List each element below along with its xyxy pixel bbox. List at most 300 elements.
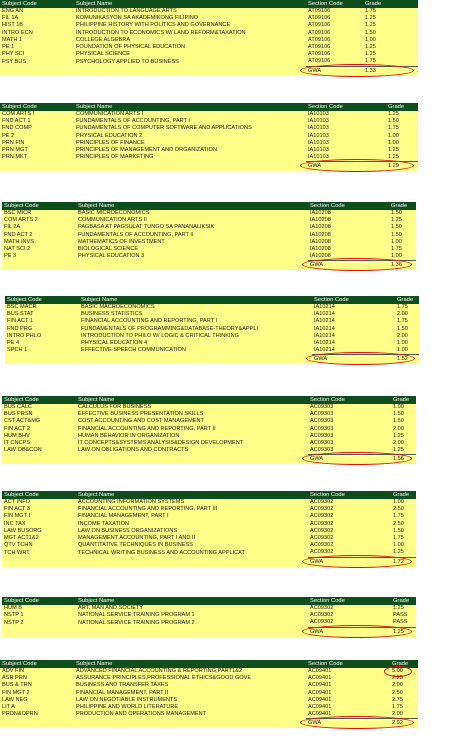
table-row xyxy=(0,690,418,697)
grade-block xyxy=(2,202,416,270)
gwa-row xyxy=(0,719,418,729)
table-row xyxy=(0,118,418,125)
subject-name: FUNDAMENTALS OF COMPUTER SOFTWARE AND APPLICATIONS xyxy=(76,125,252,132)
subject-name: PRODUCTION AND OPERATIONS MANAGEMENT xyxy=(76,711,207,718)
grade-value: 2.00 xyxy=(392,711,403,718)
section-code: IA10214 xyxy=(314,311,335,318)
grade-value: 2.25 xyxy=(392,675,403,682)
gwa-label: GWA xyxy=(312,355,395,365)
section-code: IA10214 xyxy=(314,332,335,339)
table-row xyxy=(0,37,418,44)
section-code: AT09106 xyxy=(308,22,331,29)
grade-value: 1.75 xyxy=(397,304,408,310)
section-code: AC09401 xyxy=(308,704,332,711)
subject-code: ADV FIN xyxy=(2,668,25,674)
grade-value: 1.25 xyxy=(365,15,376,22)
grade-value: 1.25 xyxy=(365,44,376,51)
table-row xyxy=(2,535,416,542)
grade-value: 1.50 xyxy=(391,210,402,216)
subject-name: MATHEMATICS OF INVESTMENT xyxy=(78,238,165,245)
subject-name: PAGBASA AT PAGSULAT TUNGO SA PANANALIKSIK xyxy=(78,224,215,231)
section-code: IA10103 xyxy=(308,132,329,139)
grade-value: 1.75 xyxy=(393,513,404,520)
grade-block xyxy=(0,660,418,728)
subject-name: COST ACCOUNTING AND COST MANAGEMENT xyxy=(78,418,204,425)
table-row xyxy=(2,619,416,627)
subject-name: COMMUNICATION ARTS I xyxy=(76,111,144,117)
section-code: IA10208 xyxy=(310,253,331,260)
grade-value: 1.75 xyxy=(391,246,402,253)
subject-name: ASSURANCE PRINCIPLES,PROFESSIONAL ETHICS&GOOD GOVE xyxy=(76,675,252,682)
table-row xyxy=(0,133,418,140)
grade-value: 2.50 xyxy=(393,520,404,527)
table-row xyxy=(2,499,416,506)
table-row xyxy=(0,154,418,162)
grade-value: 1.50 xyxy=(391,231,402,238)
gwa-row xyxy=(2,627,416,637)
section-code: AC09303 xyxy=(310,425,334,432)
section-code: IA10103 xyxy=(308,154,329,161)
subject-code: PE 4 xyxy=(7,340,20,347)
section-code-header: Section Code xyxy=(312,296,395,304)
subject-code: MATH INVS xyxy=(4,238,35,245)
subject-code: FIN MGT 2 xyxy=(2,689,30,696)
subject-code: BUS STAT xyxy=(7,311,34,318)
subject-code-header: Subject Code xyxy=(0,0,74,8)
subject-name: PSYCHOLOGY APPLIED TO BUSINESS xyxy=(76,58,179,65)
subject-name: MANAGEMENT ACCOUNTING, PART I AND II xyxy=(78,535,196,542)
subject-code: PSY BUS xyxy=(2,58,27,65)
section-code: AT09106 xyxy=(308,51,331,58)
subject-code: COM ARTS 2 xyxy=(4,217,38,224)
table-row xyxy=(0,111,418,118)
subject-name-header: Subject Name xyxy=(74,103,306,111)
table-row xyxy=(2,433,416,440)
subject-code: PE 1 xyxy=(2,44,15,51)
section-code: AC09303 xyxy=(310,404,334,410)
subject-code: LAW OB&CON xyxy=(4,447,42,454)
table-row xyxy=(2,447,416,455)
subject-code: CST ACT&MG xyxy=(4,418,41,425)
table-row xyxy=(5,340,419,347)
grade-table xyxy=(5,296,419,364)
subject-code: FIN ACT 2 xyxy=(4,425,31,432)
subject-code: MATH 1 xyxy=(2,36,23,43)
table-row xyxy=(2,239,416,246)
subject-name: PHILIPPINE AND WORLD LITERATURE xyxy=(76,704,179,711)
section-code: IA10103 xyxy=(308,118,329,125)
table-row xyxy=(2,440,416,447)
subject-code: BUS & TRN xyxy=(2,682,32,689)
subject-name-header: Subject Name xyxy=(74,0,306,8)
grade-value: 1.25 xyxy=(393,447,404,454)
grade-value: 1.25 xyxy=(393,549,404,556)
grade-value: 1.50 xyxy=(393,527,404,534)
subject-code-header: Subject Code xyxy=(2,396,76,404)
grade-value: 2.00 xyxy=(393,425,404,432)
section-code: AT09106 xyxy=(308,58,331,65)
table-header-row xyxy=(0,660,418,668)
subject-code-header: Subject Code xyxy=(2,597,76,605)
section-code: IA10103 xyxy=(308,111,329,117)
table-row xyxy=(0,125,418,132)
gwa-value: 1.36 xyxy=(389,261,416,271)
section-code: IA10103 xyxy=(308,139,329,146)
table-row xyxy=(2,418,416,425)
table-row xyxy=(0,15,418,22)
section-code: AC09302 xyxy=(310,527,334,534)
section-code: IA10208 xyxy=(310,224,331,231)
subject-name: FINANCIAL ACCOUNTING AND REPORTING, PART III xyxy=(78,506,218,513)
subject-name: BIOLOGICAL SCIENCE xyxy=(78,246,139,253)
subject-name: EFFECTIVE SPEECH COMMUNICATION xyxy=(81,347,186,354)
gwa-label: GWA xyxy=(306,719,390,729)
gwa-row xyxy=(5,355,419,365)
section-code: AC09303 xyxy=(310,432,334,439)
gwa-value: 1.56 xyxy=(391,455,416,465)
table-row xyxy=(2,506,416,513)
table-row xyxy=(5,326,419,333)
subject-name: FUNDAMENTALS OF ACCOUNTING, PART I xyxy=(76,118,190,125)
subject-code: ENG AN xyxy=(2,8,24,14)
subject-code: PE 3 xyxy=(4,253,17,260)
subject-code: FND ACT 1 xyxy=(2,118,31,125)
gwa-value: 2.92 xyxy=(390,719,418,729)
subject-name: FINANCIAL ACCOUNTING AND REPORTING, PART II xyxy=(78,425,216,432)
section-code: IA10208 xyxy=(310,210,331,216)
subject-name: EFFECTIVE BUSINESS PRESENTATION SKILLS xyxy=(78,411,204,418)
grade-value: 1.00 xyxy=(388,139,399,146)
grade-value: 1.00 xyxy=(365,36,376,43)
section-code: IA10214 xyxy=(314,340,335,347)
table-row xyxy=(5,347,419,355)
table-header-row xyxy=(0,103,418,111)
subject-name-header: Subject Name xyxy=(76,491,308,499)
subject-name-header: Subject Name xyxy=(74,660,306,668)
table-row xyxy=(2,232,416,239)
grade-table xyxy=(2,491,416,567)
grade-value: 1.50 xyxy=(393,418,404,425)
grade-table xyxy=(0,103,418,171)
subject-code: LAW NEG xyxy=(2,696,28,703)
subject-code: FIN ACT 3 xyxy=(4,506,31,513)
grade-value: 2.00 xyxy=(397,311,408,318)
grade-value: 1.75 xyxy=(365,58,376,65)
section-code: AC09302 xyxy=(310,513,334,520)
grade-block xyxy=(2,396,416,464)
gwa-row xyxy=(0,66,418,76)
subject-code: INTRO PHLO xyxy=(7,332,42,339)
grade-value: 2.50 xyxy=(392,689,403,696)
table-header-row xyxy=(2,396,416,404)
gwa-label: GWA xyxy=(308,627,391,637)
table-row xyxy=(0,704,418,711)
grade-block xyxy=(2,491,416,567)
table-row xyxy=(2,246,416,253)
grade-value: 1.50 xyxy=(388,118,399,125)
subject-name: FUNDAMENTALS OF PROGRAMMING&DATABASE-THEORY&APPLI xyxy=(81,325,259,332)
table-row xyxy=(2,521,416,528)
gwa-value: 1.72 xyxy=(391,557,416,567)
subject-code: HUM BHV xyxy=(4,432,30,439)
section-code: AC09401 xyxy=(308,696,332,703)
subject-name: BASIC MICROECONOMICS xyxy=(78,210,150,216)
table-row xyxy=(0,668,418,675)
subject-name: ADVANCED FINANCIAL ACCOUNTING & REPORTING,PART1&2 xyxy=(76,668,242,674)
grade-value: 1.00 xyxy=(393,542,404,549)
subject-name: IT CONCEPTS&SYSTEMS ANALYSIS&DESIGN DEVELOPMENT xyxy=(78,440,244,447)
grade-value: 1.25 xyxy=(391,217,402,224)
subject-name: LAW ON NEGOTIABLE INSTRUMENTS xyxy=(76,696,178,703)
subject-name: HUMAN BEHAVIOR IN ORGANIZATION xyxy=(78,432,180,439)
subject-name: NATIONAL SERVICE TRAINING PROGRAM 1 xyxy=(78,612,195,619)
table-row xyxy=(5,333,419,340)
subject-name: INCOME TAXATION xyxy=(78,520,129,527)
grade-header: Grade xyxy=(391,597,416,605)
gwa-label: GWA xyxy=(306,66,363,76)
subject-name-header: Subject Name xyxy=(76,396,308,404)
section-code: AC09302 xyxy=(310,520,334,527)
table-row xyxy=(0,58,418,66)
grade-block xyxy=(0,103,418,171)
grade-table xyxy=(2,396,416,464)
grade-header: Grade xyxy=(386,103,418,111)
grade-header: Grade xyxy=(390,660,418,668)
table-row xyxy=(0,140,418,147)
section-code: IA10214 xyxy=(314,304,335,310)
grade-value: 5.00 xyxy=(392,668,403,674)
table-row xyxy=(5,318,419,325)
table-row xyxy=(2,549,416,557)
grade-value: 1.00 xyxy=(391,238,402,245)
grade-value: 1.00 xyxy=(391,253,402,260)
gwa-row xyxy=(2,455,416,465)
table-row xyxy=(2,217,416,224)
grade-value: 1.75 xyxy=(393,535,404,542)
subject-code-header: Subject Code xyxy=(0,103,74,111)
grade-value: 1.50 xyxy=(393,411,404,418)
grade-value: 2.75 xyxy=(392,696,403,703)
table-header-row xyxy=(2,202,416,210)
section-code: AT09106 xyxy=(308,29,331,36)
subject-code: LIT A xyxy=(2,704,15,711)
section-code: AC09302 xyxy=(310,619,334,626)
subject-code: NSTP 1 xyxy=(4,612,24,619)
subject-code: IT CNCPS xyxy=(4,440,31,447)
section-code-header: Section Code xyxy=(308,597,391,605)
section-code: IA10208 xyxy=(310,217,331,224)
section-code-header: Section Code xyxy=(306,0,363,8)
section-code-header: Section Code xyxy=(306,103,386,111)
subject-code: COM ARTS I xyxy=(2,111,35,117)
subject-name: PRINCIPLES OF MARKETING xyxy=(76,154,154,161)
grade-table xyxy=(2,597,416,637)
grade-table xyxy=(2,202,416,270)
subject-name: PHYSICAL EDUCATION 3 xyxy=(78,253,145,260)
section-code: AT09106 xyxy=(308,44,331,51)
table-row xyxy=(2,411,416,418)
table-row xyxy=(0,675,418,682)
subject-code: BSC MICR xyxy=(4,210,32,216)
grade-value: PASS xyxy=(393,619,408,626)
grade-value: 2.00 xyxy=(393,440,404,447)
table-row xyxy=(0,51,418,58)
section-code: AC09302 xyxy=(310,506,334,513)
grade-value: 2.00 xyxy=(397,332,408,339)
grade-value: 1.00 xyxy=(397,340,408,347)
subject-code: INTRO ECN xyxy=(2,29,33,36)
grade-table xyxy=(0,0,418,76)
table-row xyxy=(0,697,418,704)
grade-value: 1.25 xyxy=(365,51,376,58)
subject-name: COMMUNICATION ARTS II xyxy=(78,217,147,224)
subject-code: BUS CALC xyxy=(4,404,32,410)
subject-code: FIN ACT 1 xyxy=(7,318,34,325)
subject-name: LAW ON OBLIGATIONS AND CONTRACTS xyxy=(78,447,189,454)
section-code-header: Section Code xyxy=(308,202,389,210)
subject-name-header: Subject Name xyxy=(76,597,308,605)
subject-name: PHYSICAL SCIENCE xyxy=(76,51,130,58)
section-code: AC09302 xyxy=(310,605,334,611)
subject-name: ART, MAN AND SOCIETY xyxy=(78,605,144,611)
grade-table xyxy=(0,660,418,728)
table-row xyxy=(2,253,416,261)
grade-value: 1.25 xyxy=(388,154,399,161)
table-header-row xyxy=(0,0,418,8)
subject-name: BUSINESS AND TRANSFER TAXES xyxy=(76,682,169,689)
table-header-row xyxy=(2,597,416,605)
grade-value: 1.25 xyxy=(393,432,404,439)
grade-value: 1.50 xyxy=(365,29,376,36)
table-row xyxy=(2,528,416,535)
table-row xyxy=(0,711,418,719)
grade-header: Grade xyxy=(389,202,416,210)
section-code: IA10103 xyxy=(308,125,329,132)
subject-name: FINANCIAL MANAGEMENT, PART II xyxy=(76,689,169,696)
subject-code-header: Subject Code xyxy=(0,660,74,668)
gwa-value: 1.33 xyxy=(363,66,418,76)
gwa-row xyxy=(0,162,418,172)
table-row xyxy=(2,605,416,612)
subject-code: MGT ACT1&2 xyxy=(4,535,39,542)
table-row xyxy=(2,426,416,433)
subject-code: FIL 2A xyxy=(4,224,21,231)
section-code: AC09303 xyxy=(310,418,334,425)
section-code: AC09401 xyxy=(308,689,332,696)
table-row xyxy=(2,210,416,217)
subject-name: FOUNDATION OF PHYSICAL EDUCATION xyxy=(76,44,185,51)
subject-code: PE 2 xyxy=(2,132,15,139)
subject-name: COLLEGE ALGEBRA xyxy=(76,36,131,43)
table-row xyxy=(5,304,419,311)
grade-value: 1.00 xyxy=(393,499,404,505)
section-code: AT09106 xyxy=(308,8,331,14)
subject-name-header: Subject Name xyxy=(76,202,308,210)
table-row xyxy=(0,44,418,51)
grade-value: 1.00 xyxy=(388,132,399,139)
subject-name: BUSINESS STATISTICS xyxy=(81,311,143,318)
subject-name: PHYSICAL EDUCATION 2 xyxy=(76,132,143,139)
section-code: AC09302 xyxy=(310,499,334,505)
subject-code-header: Subject Code xyxy=(2,202,76,210)
subject-code: INC TAX xyxy=(4,520,26,527)
gwa-label: GWA xyxy=(308,261,389,271)
subject-name: KOMUNIKASYON SA AKADEMIKONG FILIPINO xyxy=(76,15,199,22)
section-code: IA10208 xyxy=(310,231,331,238)
gwa-label: GWA xyxy=(308,455,391,465)
section-code: AC09401 xyxy=(308,711,332,718)
subject-name: FINANCIAL MANAGEMENT, PART I xyxy=(78,513,169,520)
grade-value: 1.50 xyxy=(391,224,402,231)
grade-value: 2.50 xyxy=(393,506,404,513)
grade-header: Grade xyxy=(395,296,419,304)
section-code: IA10208 xyxy=(310,238,331,245)
subject-code: PRN MKT xyxy=(2,154,28,161)
grade-value: 1.25 xyxy=(388,111,399,117)
grade-value: 1.25 xyxy=(388,147,399,154)
grade-header: Grade xyxy=(391,396,416,404)
grade-value: 1.25 xyxy=(393,605,404,611)
grade-value: 1.75 xyxy=(388,125,399,132)
subject-name: PHILIPPINE HISTORY WITH POLITICS AND GOVERNANCE xyxy=(76,22,231,29)
subject-name: PRINCIPLES OF FINANCE xyxy=(76,139,145,146)
gwa-row xyxy=(2,557,416,567)
subject-name: TECHNICAL WRITING BUSINESS AND ACCOUNTING APPLICAT xyxy=(78,549,245,556)
subject-code: FIN MGT I xyxy=(4,513,30,520)
grade-value: 1.25 xyxy=(365,22,376,29)
table-header-row xyxy=(2,491,416,499)
gwa-label: GWA xyxy=(306,162,386,172)
section-code: IA10103 xyxy=(308,147,329,154)
subject-code: HUM B xyxy=(4,605,23,611)
subject-code: FND COMP xyxy=(2,125,32,132)
subject-code: PRDN&OPRN xyxy=(2,711,38,718)
subject-name: NATIONAL SERVICE TRAINING PROGRAM 2 xyxy=(78,619,195,626)
subject-code: PRN FIN xyxy=(2,139,25,146)
gwa-value: 1.52 xyxy=(395,355,419,365)
grade-value: 1.75 xyxy=(365,8,376,14)
section-code: AC09401 xyxy=(308,682,332,689)
subject-name-header: Subject Name xyxy=(79,296,312,304)
subject-code: SPCH 1 xyxy=(7,347,28,354)
table-header-row xyxy=(5,296,419,304)
subject-code: ACT INFO xyxy=(4,499,31,505)
grade-value: 1.00 xyxy=(397,347,408,354)
subject-name: INTRODUCTION TO PHILO W/ LOGIC & CRITICAL THINKING xyxy=(81,332,239,339)
grade-header: Grade xyxy=(391,491,416,499)
grade-block xyxy=(2,597,416,637)
section-code: AC09401 xyxy=(308,675,332,682)
subject-code-header: Subject Code xyxy=(5,296,79,304)
subject-code: PRN MGT xyxy=(2,147,28,154)
table-row xyxy=(0,682,418,689)
grade-value: 2.00 xyxy=(392,682,403,689)
subject-code: FND PRG xyxy=(7,325,33,332)
section-code: AT09106 xyxy=(308,15,331,22)
table-row xyxy=(2,224,416,231)
subject-code: NSTP 2 xyxy=(4,619,24,626)
section-code: AC09303 xyxy=(310,447,334,454)
subject-name: PRINCIPLES OF MANAGEMENT AND ORGANIZATION xyxy=(76,147,217,154)
table-row xyxy=(2,542,416,549)
grade-value: 1.50 xyxy=(397,325,408,332)
subject-name: LAW ON BUSINESS ORGANIZATIONS xyxy=(78,527,178,534)
gwa-label: GWA xyxy=(308,557,391,567)
gwa-row xyxy=(2,261,416,271)
section-code-header: Section Code xyxy=(306,660,390,668)
section-code: AC09302 xyxy=(310,549,334,556)
section-code: AC09302 xyxy=(310,612,334,619)
